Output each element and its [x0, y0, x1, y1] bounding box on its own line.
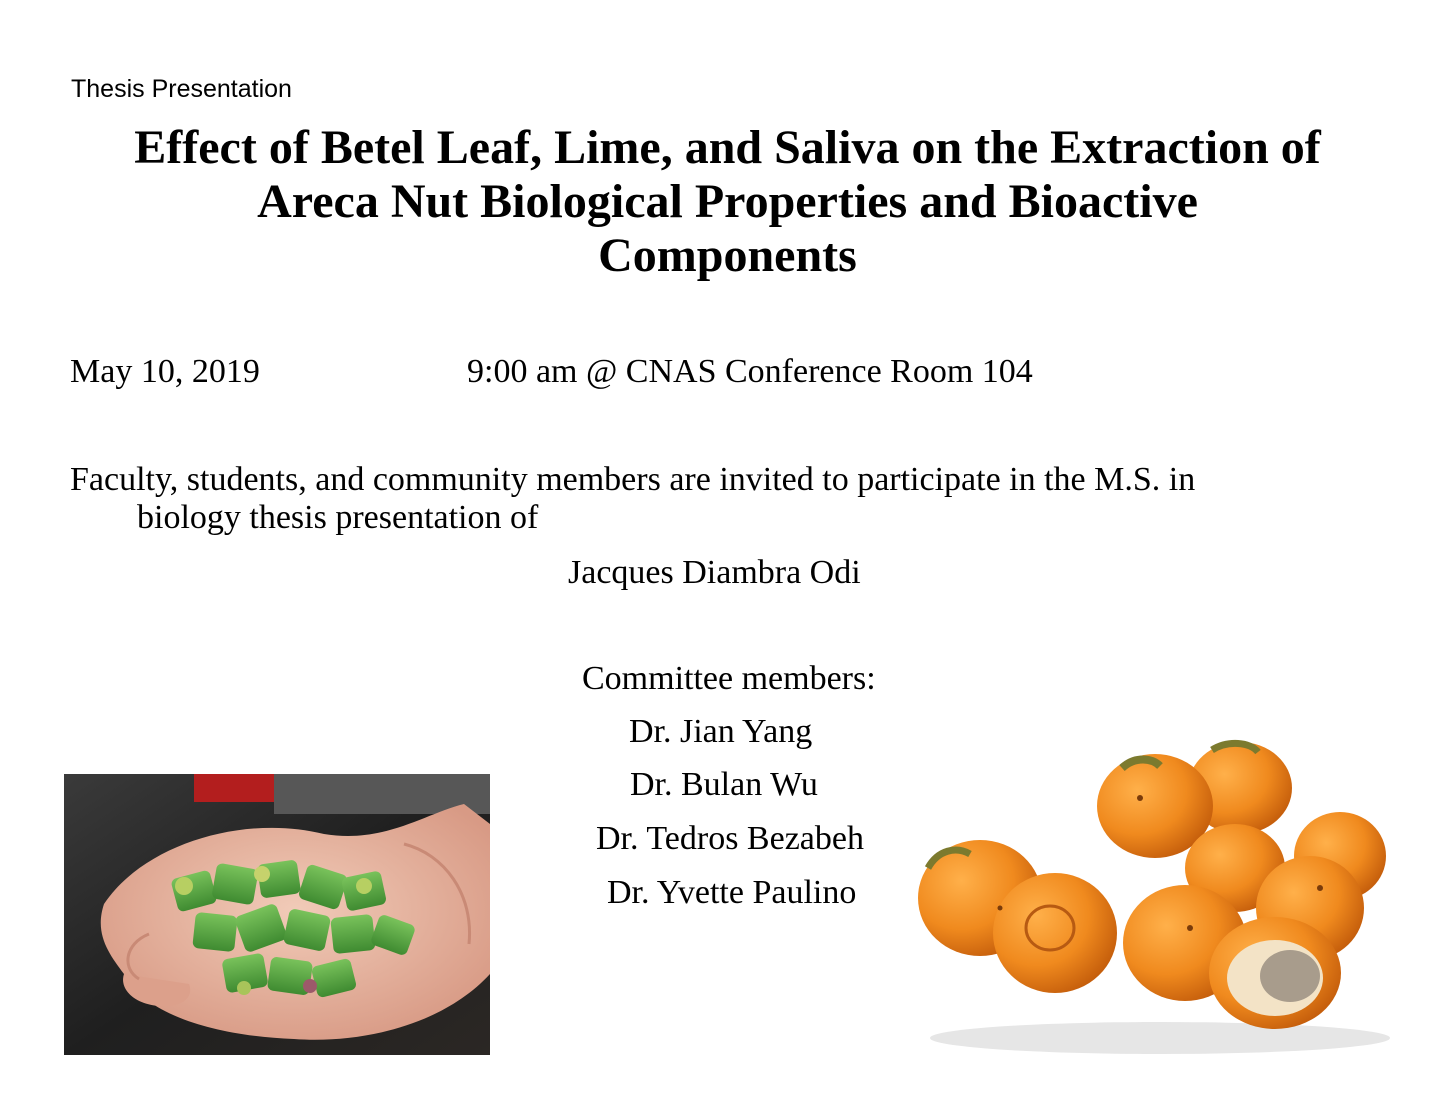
- committee-member: Dr. Bulan Wu: [630, 766, 818, 803]
- invitation-line-2: biology thesis presentation of: [137, 499, 539, 536]
- committee-member: Dr. Tedros Bezabeh: [596, 820, 864, 857]
- title-line-2: Areca Nut Biological Properties and Bioactive: [257, 175, 1198, 228]
- committee-member: Dr. Yvette Paulino: [607, 874, 857, 911]
- kicker-label: Thesis Presentation: [71, 75, 292, 103]
- committee-member: Dr. Jian Yang: [629, 713, 813, 750]
- event-date: May 10, 2019: [70, 353, 260, 390]
- invitation-text: [70, 461, 1370, 537]
- title-line-1: Effect of Betel Leaf, Lime, and Saliva on the Extraction of: [134, 121, 1321, 174]
- areca-nut-image: [890, 738, 1410, 1058]
- committee-heading: Committee members:: [582, 660, 876, 697]
- title-line-3: Components: [598, 229, 857, 282]
- event-time-location: 9:00 am @ CNAS Conference Room 104: [467, 353, 1033, 390]
- presenter-name: Jacques Diambra Odi: [568, 554, 861, 591]
- betel-quid-photo: [64, 774, 490, 1055]
- invitation-line-1: Faculty, students, and community members are invited to participate in the M.S. in: [70, 461, 1196, 498]
- presentation-title: [60, 121, 1395, 283]
